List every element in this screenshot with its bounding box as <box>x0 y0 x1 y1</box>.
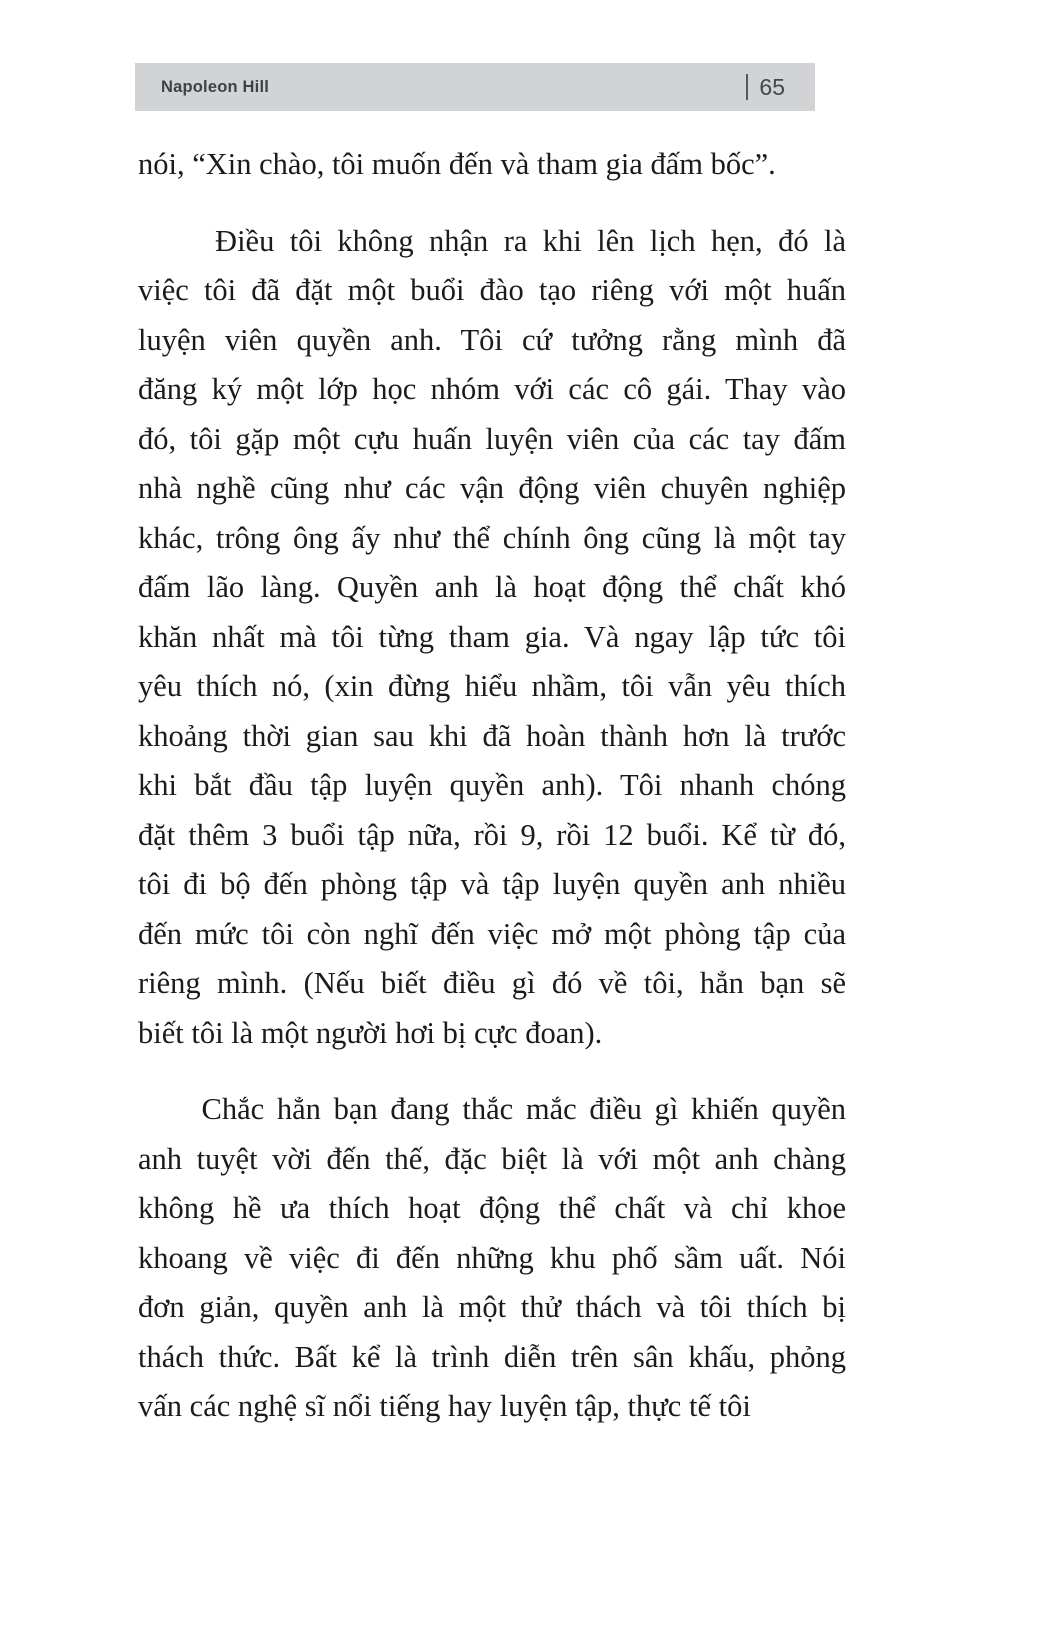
text-line: không hề ưa thích hoạt động thể chất và chỉ khoe <box>138 1191 846 1225</box>
folio-divider-icon <box>746 74 748 100</box>
text-line: anh tuyệt vời đến thế, đặc biệt là với một anh chàng <box>138 1141 846 1176</box>
text-line: việc tôi đã đặt một buổi đào tạo riêng với một huấn <box>138 273 846 307</box>
text-line: đăng ký một lớp học nhóm với các cô gái. Thay vào <box>138 372 846 406</box>
paragraph-spacer <box>138 1058 846 1085</box>
text-line: khoang về việc đi đến những khu phố sầm uất. Nói <box>138 1240 846 1275</box>
text-line: đấm lão làng. Quyền anh là hoạt động thể chất khó <box>138 570 846 604</box>
text-line: đến mức tôi còn nghĩ đến việc mở một phòng tập của <box>138 916 846 951</box>
text-line: Điều tôi không nhận ra khi lên lịch hẹn, đó là <box>138 223 846 258</box>
text-line: đó, tôi gặp một cựu huấn luyện viên của các tay đấm <box>138 421 846 456</box>
text-line: khoảng thời gian sau khi đã hoàn thành hơn là trước <box>138 718 846 753</box>
paragraph-spacer <box>138 190 846 217</box>
page-body <box>138 140 846 1432</box>
text-line: luyện viên quyền anh. Tôi cứ tưởng rằng mình đã <box>138 322 846 357</box>
text-line: biết tôi là một người hơi bị cực đoan). <box>138 1015 603 1050</box>
text-line: nói, “Xin chào, tôi muốn đến và tham gia đấm bốc”. <box>138 147 776 181</box>
text-line: riêng mình. (Nếu biết điều gì đó về tôi, hẳn bạn sẽ <box>138 966 846 1000</box>
text-line: khi bắt đầu tập luyện quyền anh). Tôi nhanh chóng <box>138 768 846 802</box>
paragraph-continued <box>138 140 846 190</box>
paragraph-boxing-training <box>138 217 846 1059</box>
text-line: tôi đi bộ đến phòng tập và tập luyện quyền anh nhiều <box>138 867 846 901</box>
running-head-author: Napoleon Hill <box>161 77 270 96</box>
text-line: đặt thêm 3 buổi tập nữa, rồi 9, rồi 12 buổi. Kể từ đó, <box>138 817 846 852</box>
text-line: khăn nhất mà tôi từng tham gia. Và ngay lập tức tôi <box>138 619 846 654</box>
running-head-band <box>135 63 815 111</box>
paragraph-why-boxing <box>138 1085 846 1432</box>
text-line: thách thức. Bất kể là trình diễn trên sân khấu, phỏng <box>138 1339 846 1374</box>
text-line: Chắc hẳn bạn đang thắc mắc điều gì khiến quyền <box>138 1092 846 1126</box>
text-line: vấn các nghệ sĩ nổi tiếng hay luyện tập, thực tế tôi <box>138 1389 751 1423</box>
page-number: 65 <box>759 73 785 100</box>
text-line: yêu thích nó, (xin đừng hiểu nhầm, tôi vẫn yêu thích <box>138 669 846 703</box>
folio-group <box>746 74 785 100</box>
text-line: nhà nghề cũng như các vận động viên chuyên nghiệp <box>138 471 846 505</box>
text-line: khác, trông ông ấy như thể chính ông cũng là một tay <box>138 520 846 555</box>
text-line: đơn giản, quyền anh là một thử thách và tôi thích bị <box>138 1290 846 1324</box>
